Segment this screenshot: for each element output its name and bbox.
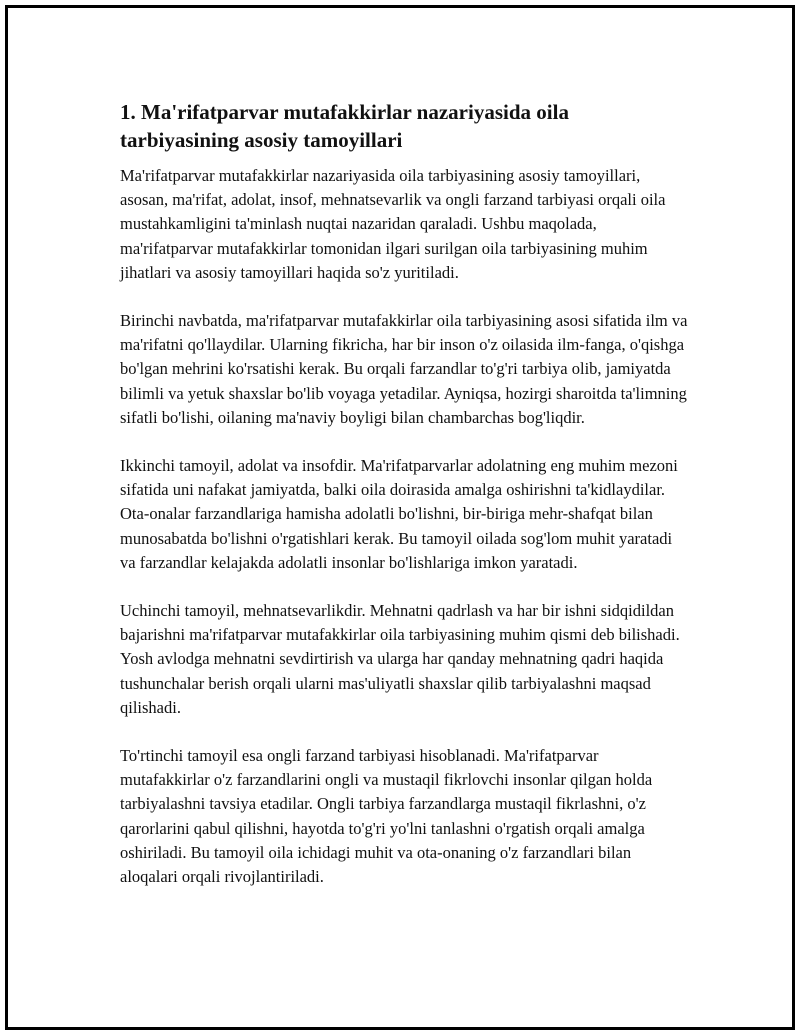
paragraph-second-principle: Ikkinchi tamoyil, adolat va insofdir. Ma'rifatparvarlar adolatning eng muhim mezoni sifatida uni nafakat jamiyatda, balki oila doirasida amalga oshirishni ta'kidlaydilar. Ota-onalar farzandlariga hamisha adolatli bo'lishni, bir-biriga mehr-shafqat bilan munosabatda bo'lishni o'rgatishlari kerak. Bu tamoyil oilada sog'lom muhit yaratadi va farzandlar kelajakda adolatli insonlar bo'lishlariga imkon yaratadi. (120, 456, 678, 572)
paragraph-fourth-principle: To'rtinchi tamoyil esa ongli farzand tarbiyasi hisoblanadi. Ma'rifatparvar mutafakkirlar o'z farzandlarini ongli va mustaqil fikrlovchi insonlar qilgan holda tarbiyalashni tavsiya etadilar. Ongli tarbiya farzandlarga mustaqil fikrlashni, o'z qarorlarini qabul qilishni, hayotda to'g'ri yo'lni tanlashni o'rgatish orqali amalga oshiriladi. Bu tamoyil oila ichidagi muhit va ota-onaning o'z farzandlari bilan aloqalari orqali rivojlantiriladi. (120, 746, 653, 887)
paragraph-first-principle: Birinchi navbatda, ma'rifatparvar mutafakkirlar oila tarbiyasining asosi sifatida ilm va ma'rifatni qo'llaydilar. Ularning fikricha, har bir inson o'z oilasida ilm-fanga, o'qishga bo'lgan mehrini ko'rsatishi kerak. Bu orqali farzandlar to'g'ri tarbiya olib, jamiyatda bilimli va yetuk shaxslar bo'lib voyaga yetadilar. Ayniqsa, hozirgi sharoitda ta'limning sifatli bo'lishi, oilaning ma'naviy boyligi bilan chambarchas bog'liqdir. (120, 311, 688, 427)
paragraph-third-principle: Uchinchi tamoyil, mehnatsevarlikdir. Mehnatni qadrlash va har bir ishni sidqidildan bajarishni ma'rifatparvar mutafakkirlar oila tarbiyasining muhim qismi deb bilishadi. Yosh avlodga mehnatni sevdirtirish va ularga har qanday mehnatning qadri haqida tushunchalar berish orqali ularni mas'uliyatli shaxslar qilib tarbiyalashni maqsad qilishadi. (120, 601, 680, 717)
section-heading: 1. Ma'rifatparvar mutafakkirlar nazariyasida oila tarbiyasining asosiy tamoyillari (120, 100, 569, 152)
page-frame (5, 5, 795, 1030)
document-body (120, 98, 690, 913)
paragraph-intro: Ma'rifatparvar mutafakkirlar nazariyasida oila tarbiyasining asosiy tamoyillari, asosan, ma'rifat, adolat, insof, mehnatsevarlik va ongli farzand tarbiyasi orqali oila mustahkamligini ta'minlash nuqtai nazaridan qaraladi. Ushbu maqolada, ma'rifatparvar mutafakkirlar tomonidan ilgari surilgan oila tarbiyasining muhim jihatlari va asosiy tamoyillari haqida so'z yuritiladi. (120, 166, 666, 282)
